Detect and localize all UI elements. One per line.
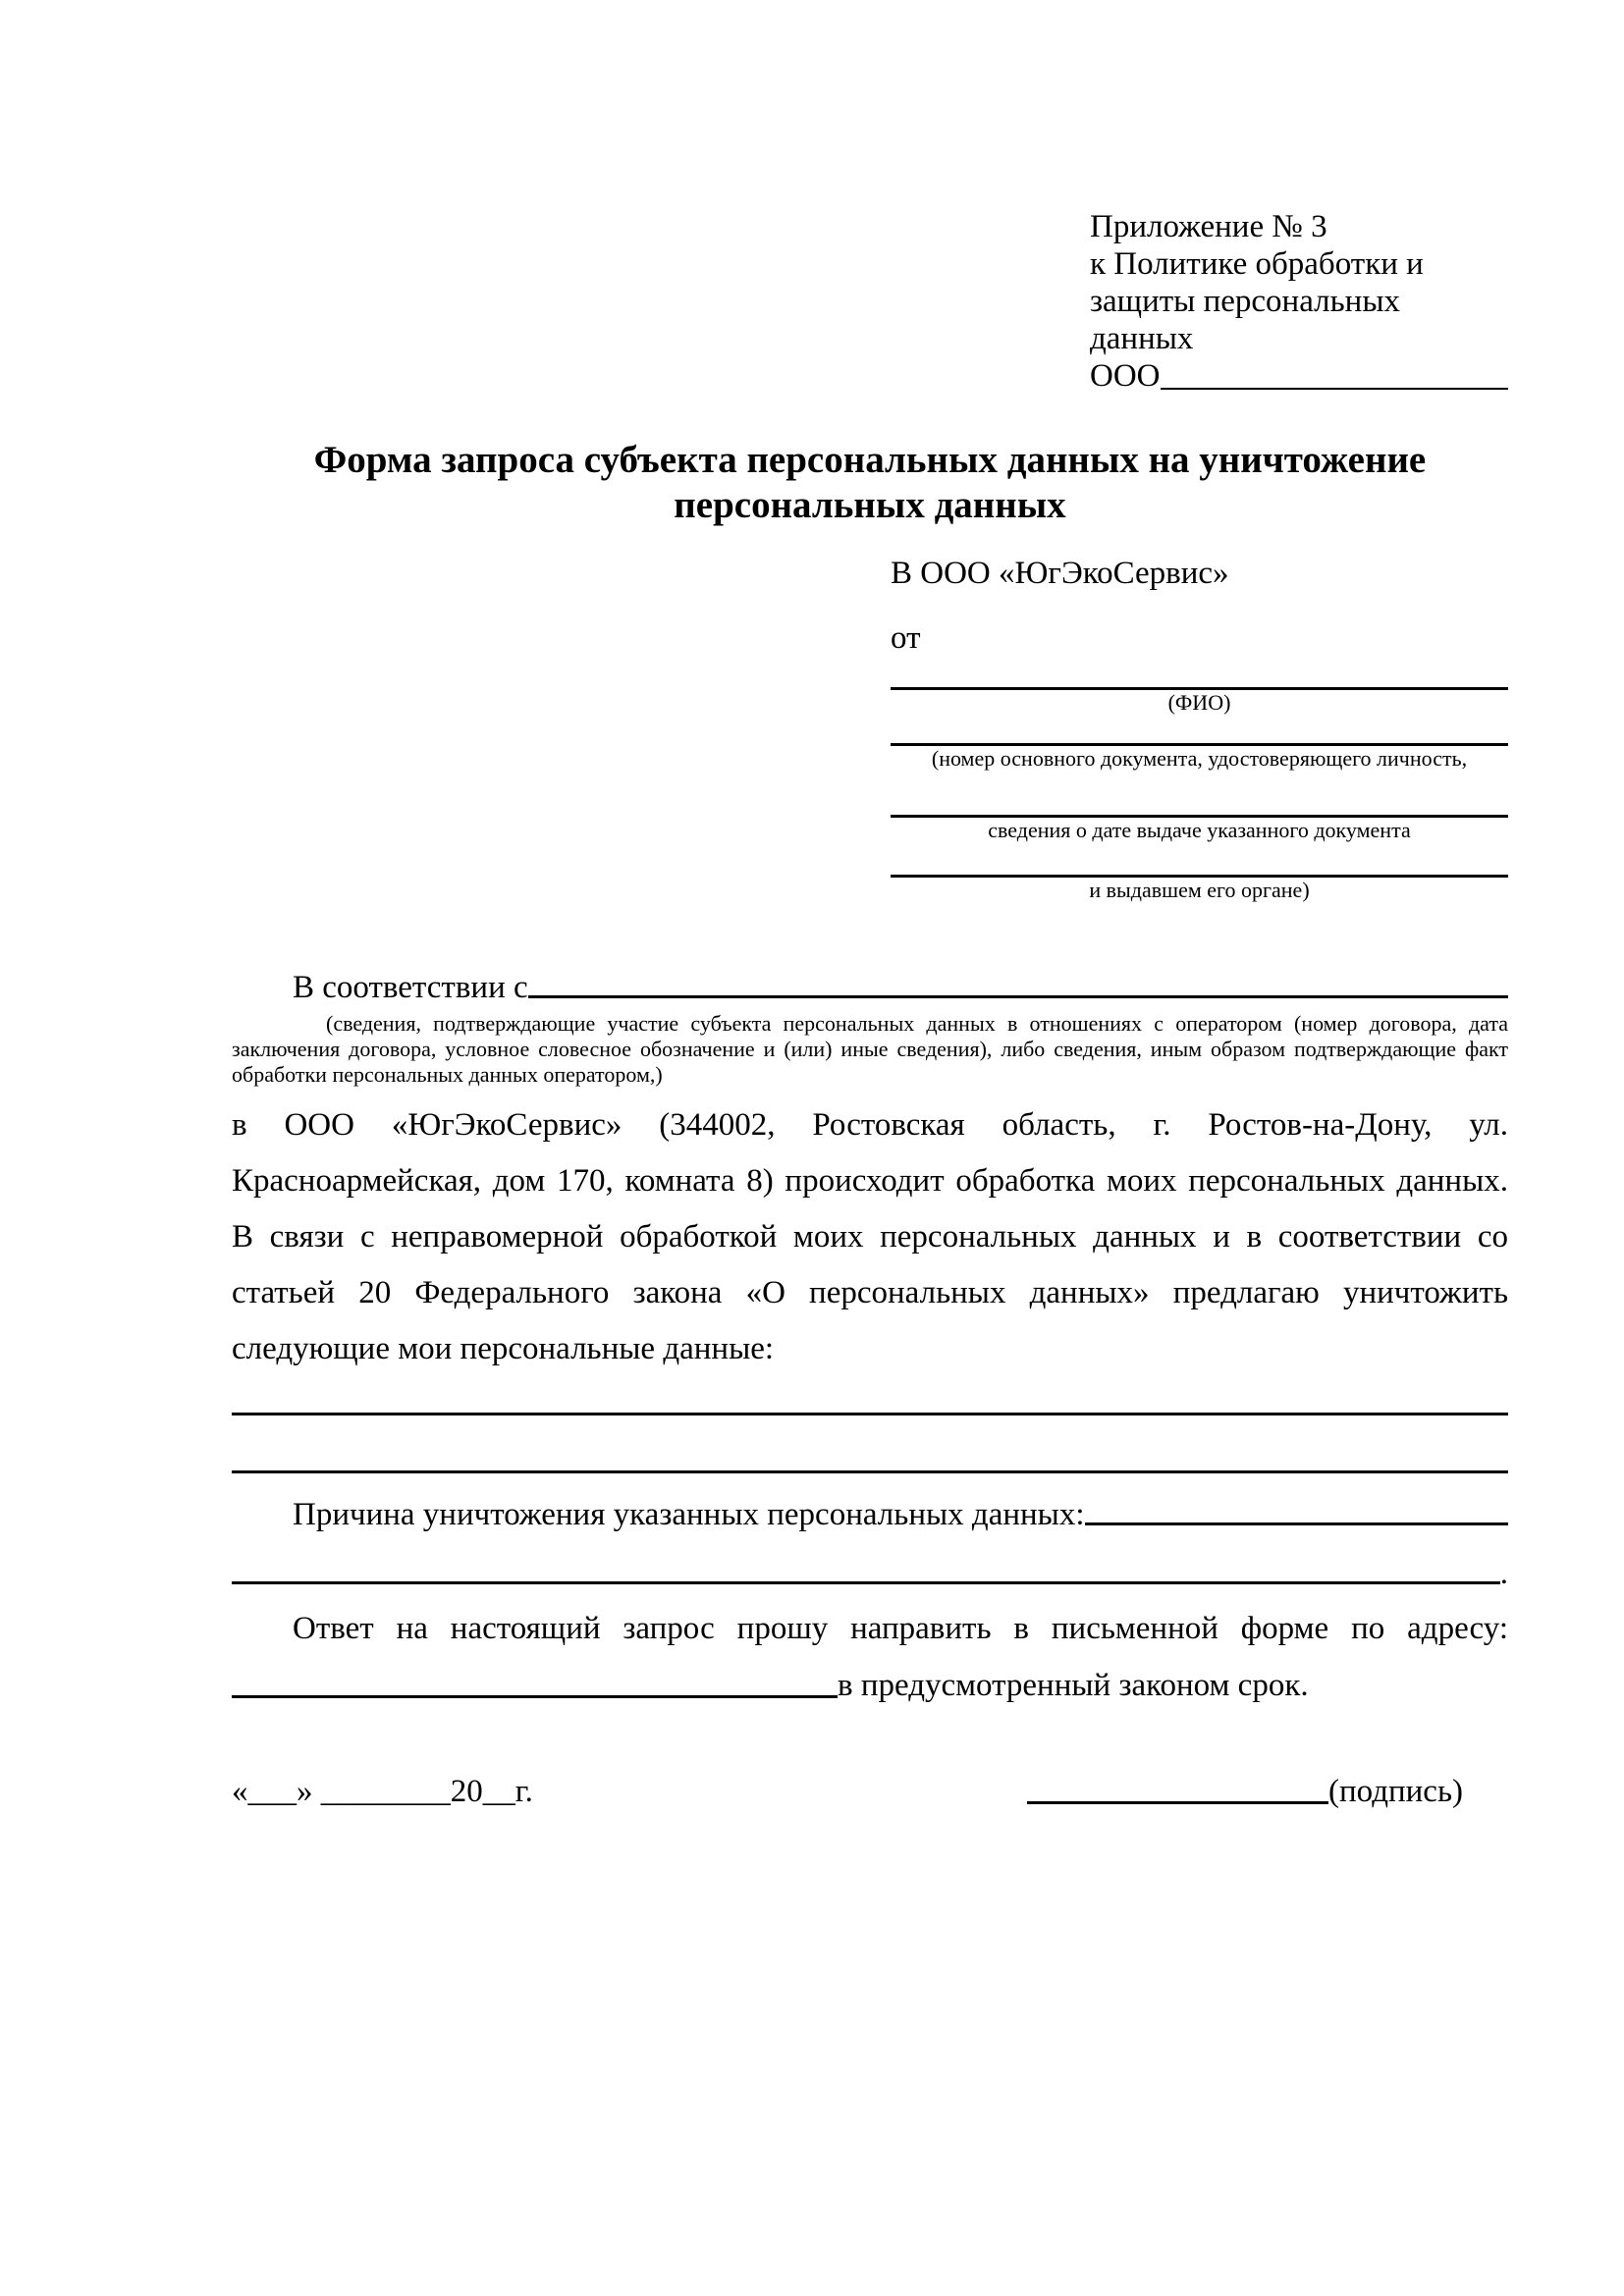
reason-line [232,1495,1508,1534]
reason-blank-line [1085,1495,1508,1525]
response-deadline-text: в предусмотренный законом срок. [838,1668,1309,1703]
signature-row [232,1770,1508,1813]
response-address-blank-line [232,1664,838,1698]
document-number-caption: (номер основного документа, удостоверяющего личность, [931,746,1468,771]
reason-continuation-line [232,1554,1508,1593]
issuing-authority-caption: и выдавшем его органе) [1089,878,1310,902]
continuation-blank-line [232,1554,1500,1584]
appendix-org-prefix: ООО [1090,358,1161,394]
signature-blank-line [1027,1770,1328,1804]
response-address-line [232,1664,1508,1707]
body-line: в ООО «ЮгЭкоСервис» (344002, Ростовская область, г. Ростов-на-Дону, ул. [232,1107,1508,1143]
document-title-line: персональных данных [674,484,1066,526]
recipient-block [891,554,1508,903]
body-line: Красноармейская, дом 170, комната 8) происходит обработка моих персональных данных. [232,1163,1508,1199]
appendix-note [1090,208,1508,395]
blank-data-line-2 [232,1470,1508,1473]
body-paragraph [232,1097,1508,1377]
appendix-note-line: защиты персональных данных [1090,284,1400,356]
period: . [1499,1556,1508,1591]
reason-label: Причина уничтожения указанных персональных данных: [293,1497,1085,1532]
recipient-to: В ООО «ЮгЭкоСервис» [891,556,1229,591]
issue-date-caption: сведения о дате выдаче указанного документа [988,818,1411,842]
appendix-note-line: к Политике обработки и [1090,246,1424,282]
body-line: следующие мои персональные данные: [232,1331,775,1366]
accordance-blank-line [528,968,1508,998]
appendix-org-line [1090,357,1508,395]
recipient-from-label: от [891,620,921,656]
accordance-footnote: (сведения, подтверждающие участие субъекта персональных данных в отношениях с оператором (номер договора, дата заключения договора, условное словесное обозначение и (или) иные сведения), либо сведения, иным образом подтверждающие факт обработки персональных данных оператором,) [232,1011,1508,1087]
fio-caption: (ФИО) [1167,690,1231,715]
document-content [232,0,1508,1813]
signature-caption: (подпись) [1328,1774,1463,1809]
accordance-line [232,968,1508,1007]
date-blank: «___» ________20__г. [232,1774,533,1809]
document-title-line: Форма запроса субъекта персональных данных на уничтожение [313,439,1427,481]
appendix-note-line: Приложение № 3 [1090,209,1327,244]
body-line: статьей 20 Федерального закона «О персональных данных» предлагаю уничтожить [232,1275,1508,1310]
document-title [232,438,1508,528]
body-line: В связи с неправомерной обработкой моих персональных данных и в соответствии со [232,1219,1508,1255]
org-blank-line [1161,357,1509,390]
accordance-prefix: В соответствии с [293,970,528,1005]
blank-data-line-1 [232,1413,1508,1415]
response-request-line: Ответ на настоящий запрос прошу направить в письменной форме по адресу: [293,1611,1508,1646]
signature-group [1027,1770,1463,1813]
